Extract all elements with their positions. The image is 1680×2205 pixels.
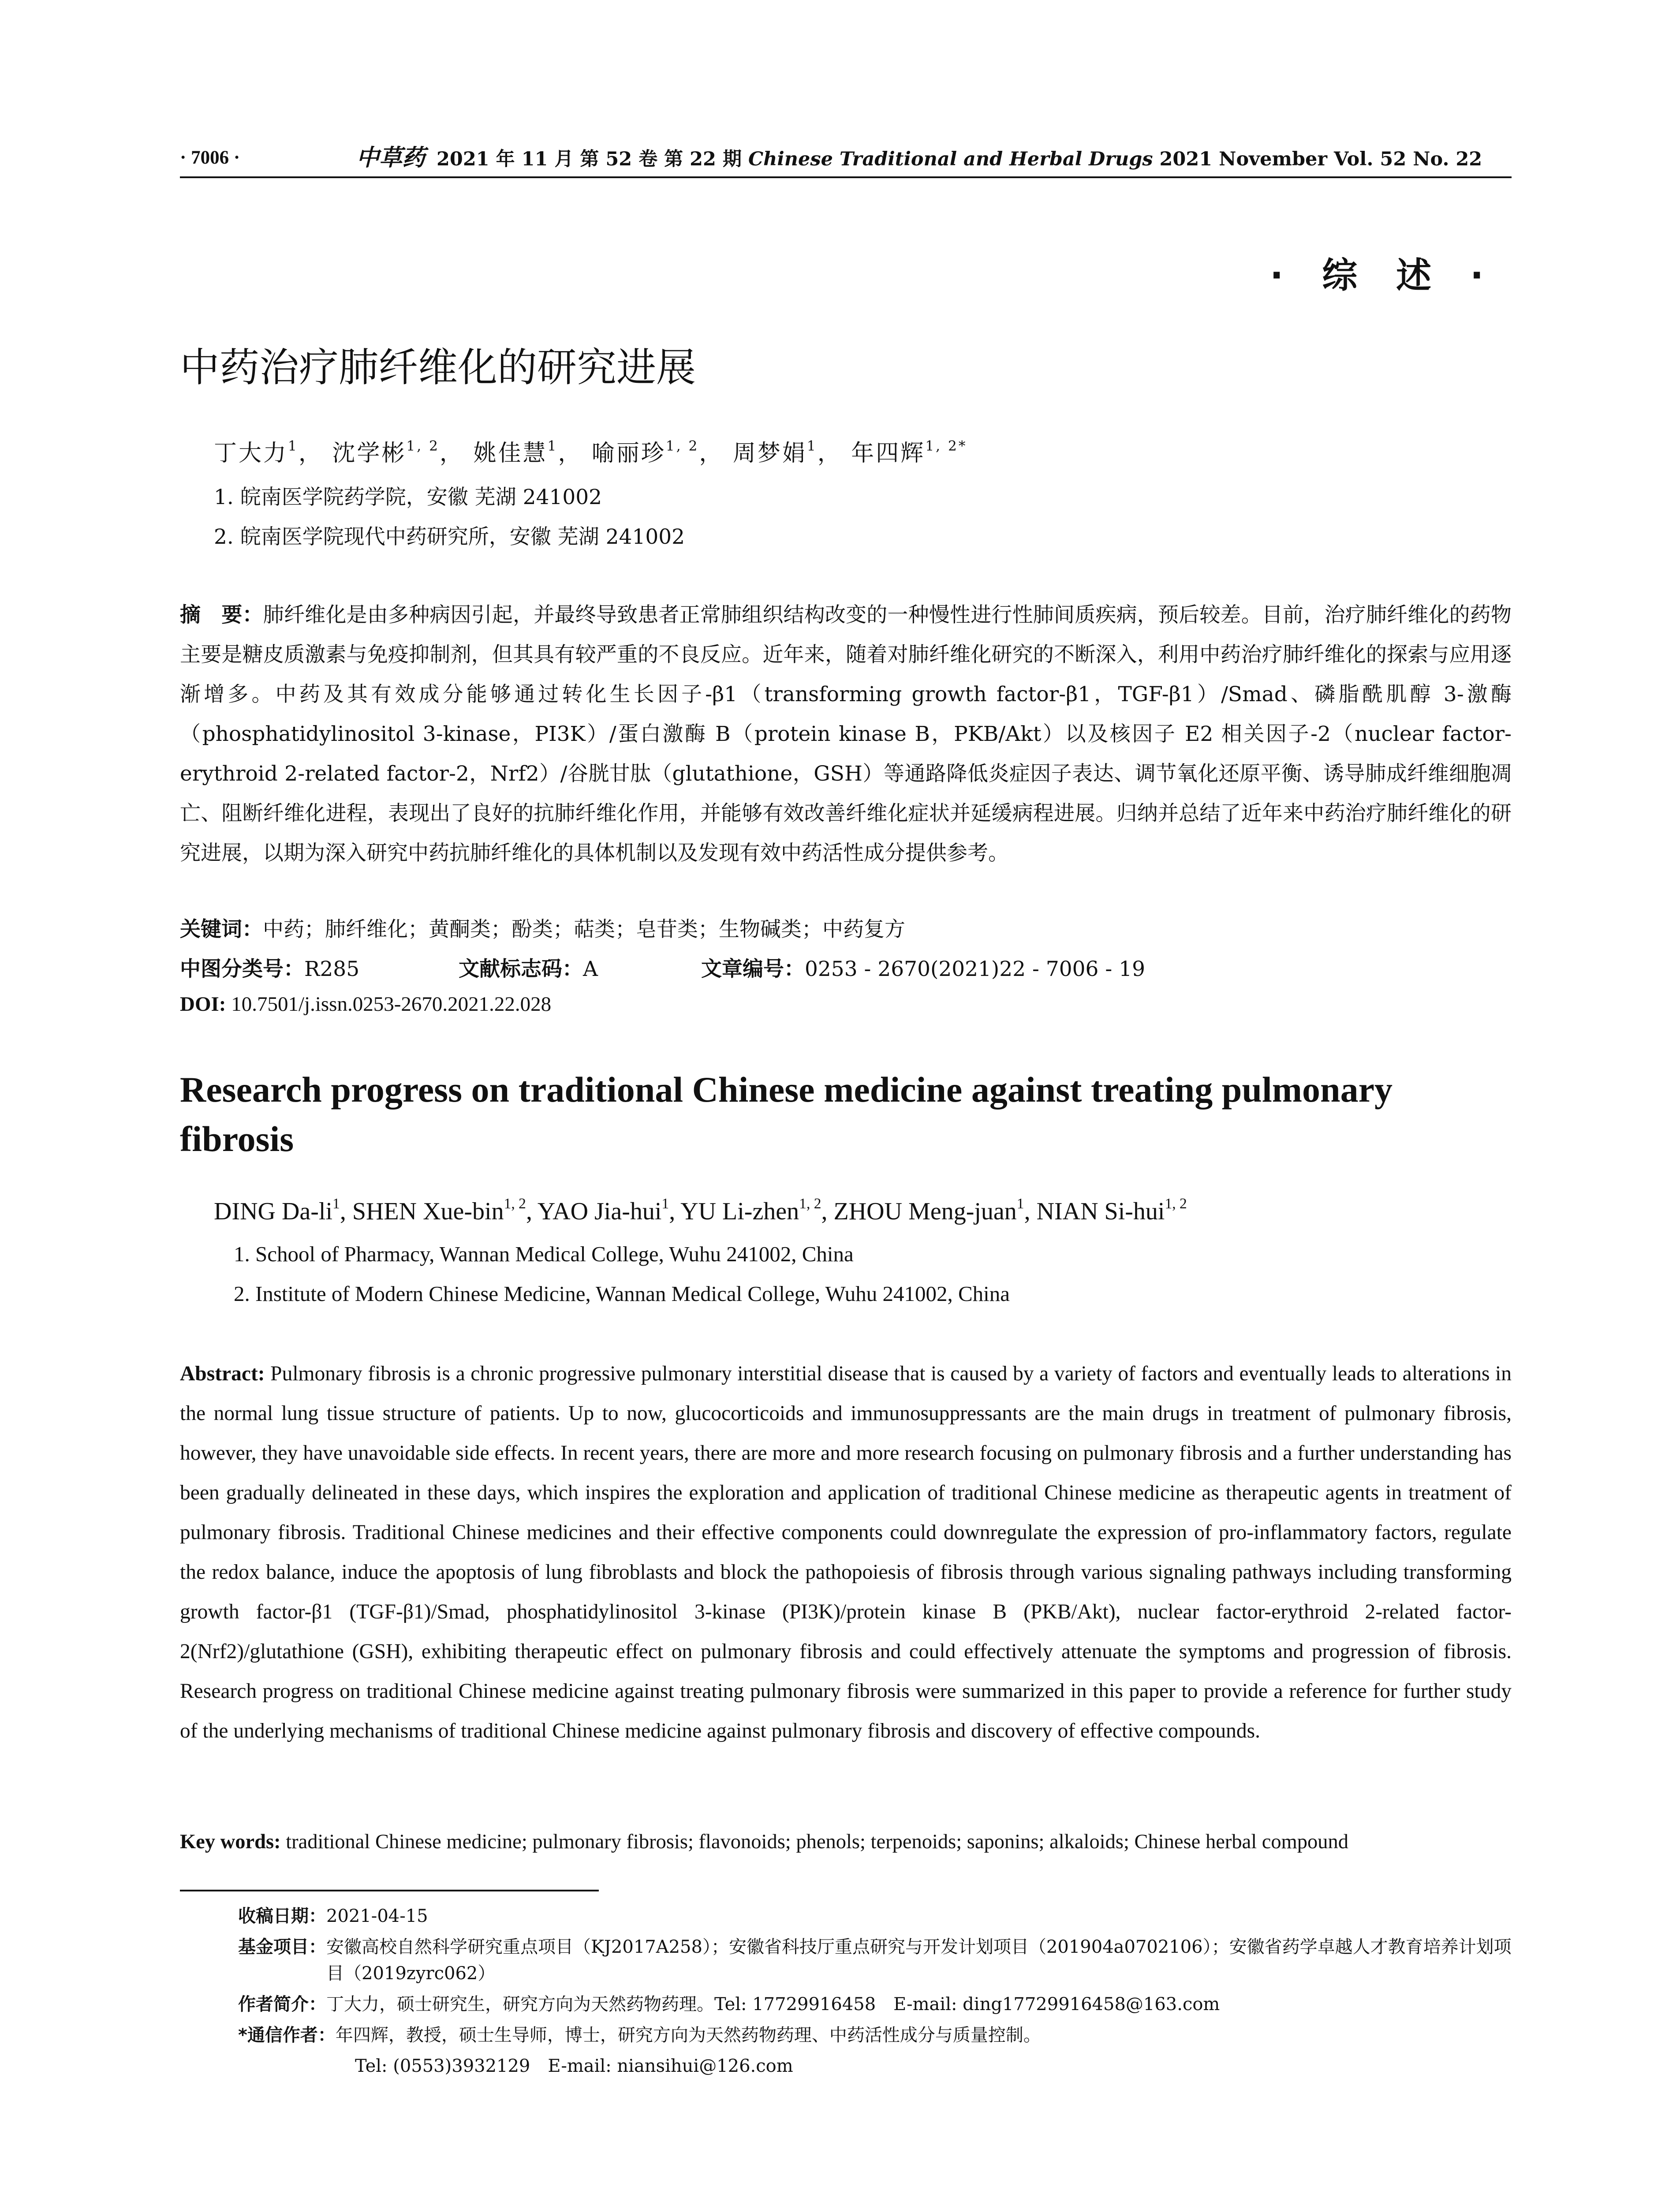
en-abstract-text: Pulmonary fibrosis is a chronic progressive pulmonary interstitial disease that is caused by a variety of factors and eventually leads to alterations in the normal lung tissue structure of patients. Up to now, glucocorticoids and immunosuppressants are the main drugs in treatment of pulmonary fibrosis, however, they have unavoidable side effects. In recent years, there are more and more research focusing on pulmonary fibrosis and a further understanding has been gradually delineated in these days, which inspires the exploration and application of traditional Chinese medicine as therapeutic agents in treatment of pulmonary fibrosis. Traditional Chinese medicines and their effective components could downregulate the expression of pro-inflammatory factors, regulate the redox balance, induce the apoptosis of lung fibroblasts and block the pathopoiesis of fibrosis through various signaling pathways including transforming growth factor-β1 (TGF-β1)/Smad, phosphatidylinositol 3-kinase (PI3K)/protein kinase B (PKB/Akt), nuclear factor-erythroid 2-related factor-2(Nrf2)/glutathione (GSH), exhibiting therapeutic effect on pulmonary fibrosis and could effectively attenuate the symptoms and progression of fibrosis. Research progress on traditional Chinese medicine against treating pulmonary fibrosis were summarized in this paper to provide a reference for further study of the underlying mechanisms of traditional Chinese medicine against pulmonary fibrosis and discovery of effective compounds. xyxy=(180,1362,1512,1742)
en-author-name: YU Li-zhen xyxy=(680,1198,799,1225)
cn-affiliation-1: 1. 皖南医学院药学院，安徽 芜湖 241002 xyxy=(214,485,602,509)
journal-name-en: Chinese Traditional and Herbal Drugs xyxy=(748,148,1153,170)
en-abstract xyxy=(180,1354,1512,1751)
cn-classification xyxy=(180,953,359,982)
running-header xyxy=(180,140,1512,176)
cn-author-sup: 1 xyxy=(547,438,558,454)
clc-value: R285 xyxy=(304,957,360,981)
footnote-received xyxy=(238,1903,428,1929)
doi-label: DOI: xyxy=(180,993,226,1016)
cn-author-sup: 1, 2 xyxy=(406,438,440,454)
cn-abstract-text: 肺纤维化是由多种病因引起，并最终导致患者正常肺组织结构改变的一种慢性进行性肺间质疾病，预后较差。目前，治疗肺纤维化的药物主要是糖皮质激素与免疫抑制剂，但其具有较严重的不良反应。近年来，随着对肺纤维化研究的不断深入，利用中药治疗肺纤维化的探索与应用逐渐增多。中药及其有效成分能够通过转化生长因子-β1（transforming growth factor-β1，TGF-β1）/Smad、磷脂酰肌醇 3-激酶（phosphatidylinositol 3-kinase，PI3K）/蛋白激酶 B（protein kinase B，PKB/Akt）以及核因子 E2 相关因子-2（nuclear factor-erythroid 2-related factor-2，Nrf2）/谷胱甘肽（glutathione，GSH）等通路降低炎症因子表达、调节氧化还原平衡、诱导肺成纤维细胞凋亡、阻断纤维化进程，表现出了良好的抗肺纤维化作用，并能够有效改善纤维化症状并延缓病程进展。归纳并总结了近年来中药治疗肺纤维化的研究进展，以期为深入研究中药抗肺纤维化的具体机制以及发现有效中药活性成分提供参考。 xyxy=(180,603,1512,865)
page-number: · 7006 · xyxy=(180,147,240,168)
en-affiliation-1: 1. School of Pharmacy, Wannan Medical College, Wuhu 241002, China xyxy=(234,1242,854,1266)
cn-author-name: 周梦娟 xyxy=(732,440,807,467)
cn-authors: 丁大力$^1$， 沈学彬$^{1, 2}$， 姚佳慧$^1$， 喻丽珍$^{1, 2}$， 周梦娟$^1$， 年四辉$^{1, 2*}$ xyxy=(214,438,967,467)
corr-contact: Tel: (0553)3932129 E-mail: niansihui@126.com xyxy=(355,2056,793,2076)
doi-line xyxy=(180,992,551,1016)
author-label: 作者简介： xyxy=(238,1994,326,2014)
en-author-name: DING Da-li xyxy=(214,1198,333,1225)
en-author-sup: 1, 2 xyxy=(504,1195,526,1212)
en-author-name: ZHOU Meng-juan xyxy=(833,1198,1017,1225)
received-label: 收稿日期： xyxy=(238,1906,326,1926)
en-abstract-label: Abstract: xyxy=(180,1362,265,1385)
journal-logo: 中草药 xyxy=(356,144,426,171)
journal-issue-en: 2021 November Vol. 52 No. 22 xyxy=(1159,148,1482,170)
en-keywords xyxy=(180,1830,1512,1854)
article-no-value: 0253 - 2670(2021)22 - 7006 - 19 xyxy=(805,957,1146,981)
fund-label: 基金项目： xyxy=(238,1937,326,1957)
cn-author-name: 年四辉 xyxy=(851,440,926,467)
author-value: 丁大力，硕士研究生，研究方向为天然药物药理。Tel: 17729916458 E-mail: ding17729916458@163.com xyxy=(326,1994,1220,2014)
cn-abstract xyxy=(180,595,1512,873)
cn-author-sup: 1 xyxy=(806,438,818,454)
en-keywords-text: traditional Chinese medicine; pulmonary fibrosis; flavonoids; phenols; terpenoids; saponins; alkaloids; Chinese herbal compound xyxy=(286,1831,1349,1853)
header-rule xyxy=(180,176,1512,178)
doc-code-label: 文献标志码： xyxy=(459,957,583,981)
doi-value: 10.7501/j.issn.0253-2670.2021.22.028 xyxy=(231,993,552,1016)
cn-keywords-text: 中药；肺纤维化；黄酮类；酚类；萜类；皂苷类；生物碱类；中药复方 xyxy=(263,917,905,942)
en-author-sup: 1 xyxy=(661,1195,669,1212)
en-author-sup: 1, 2 xyxy=(1165,1195,1187,1212)
cn-author-name: 姚佳慧 xyxy=(473,440,548,467)
en-author-name: YAO Jia-hui xyxy=(537,1198,662,1225)
en-author-name: NIAN Si-hui xyxy=(1036,1198,1165,1225)
cn-doc-code xyxy=(459,953,598,982)
en-author-name: SHEN Xue-bin xyxy=(352,1198,504,1225)
cn-author-name: 沈学彬 xyxy=(332,440,407,467)
article-no-label: 文章编号： xyxy=(701,957,805,981)
cn-author-sup: 1, 2* xyxy=(925,438,967,454)
footnote-author xyxy=(238,1991,1220,2018)
received-value: 2021-04-15 xyxy=(326,1906,428,1926)
footnote-rule xyxy=(180,1890,599,1891)
footnote-corresponding xyxy=(238,2022,1041,2048)
cn-author-name: 丁大力 xyxy=(214,440,288,467)
journal-issue-cn: 2021 年 11 月 第 52 卷 第 22 期 xyxy=(437,148,742,170)
en-authors: DING $Da-li^1$, SHEN Xue-bin$^{1, 2}$, YAO Jia-hui$^1$, YU Li-zhen$^{1, 2}$, ZHOU Meng-juan$^1$, NIAN Si-hui$^{1, 2}$ xyxy=(214,1195,1187,1225)
cn-article-no xyxy=(701,953,1145,982)
doc-code-value: A xyxy=(583,957,598,981)
cn-author-sup: 1 xyxy=(288,438,299,454)
en-author-sup: 1, 2 xyxy=(799,1195,821,1212)
section-label: · 综 述 · xyxy=(1270,255,1497,296)
en-keywords-label: Key words: xyxy=(180,1831,281,1853)
cn-title: 中药治疗肺纤维化的研究进展 xyxy=(180,344,696,391)
cn-affiliation-2: 2. 皖南医学院现代中药研究所，安徽 芜湖 241002 xyxy=(214,525,685,549)
journal-line xyxy=(356,140,1482,177)
clc-label: 中图分类号： xyxy=(180,957,304,981)
cn-keywords-label: 关键词： xyxy=(180,917,263,942)
cn-author-sup: 1, 2 xyxy=(665,438,699,454)
en-author-sup: 1 xyxy=(1016,1195,1024,1212)
en-author-sup: 1 xyxy=(332,1195,340,1212)
cn-author-name: 喻丽珍 xyxy=(591,440,666,467)
cn-abstract-label: 摘 要： xyxy=(180,603,263,627)
fund-value: 安徽高校自然科学研究重点项目（KJ2017A258）；安徽省科技厅重点研究与开发计划项目（201904a0702106）；安徽省药学卓越人才教育培养计划项目（2019zyrc062） xyxy=(326,1937,1512,1984)
en-title: Research progress on traditional Chinese medicine against treating pulmonary fibrosis xyxy=(180,1069,1393,1159)
corr-value: 年四辉，教授，硕士生导师，博士，研究方向为天然药物药理、中药活性成分与质量控制。 xyxy=(335,2025,1041,2045)
corr-label: *通信作者： xyxy=(238,2025,336,2045)
footnote-fund xyxy=(238,1934,1512,1987)
en-affiliation-2: 2. Institute of Modern Chinese Medicine, Wannan Medical College, Wuhu 241002, China xyxy=(234,1282,1010,1306)
cn-keywords xyxy=(180,913,905,942)
